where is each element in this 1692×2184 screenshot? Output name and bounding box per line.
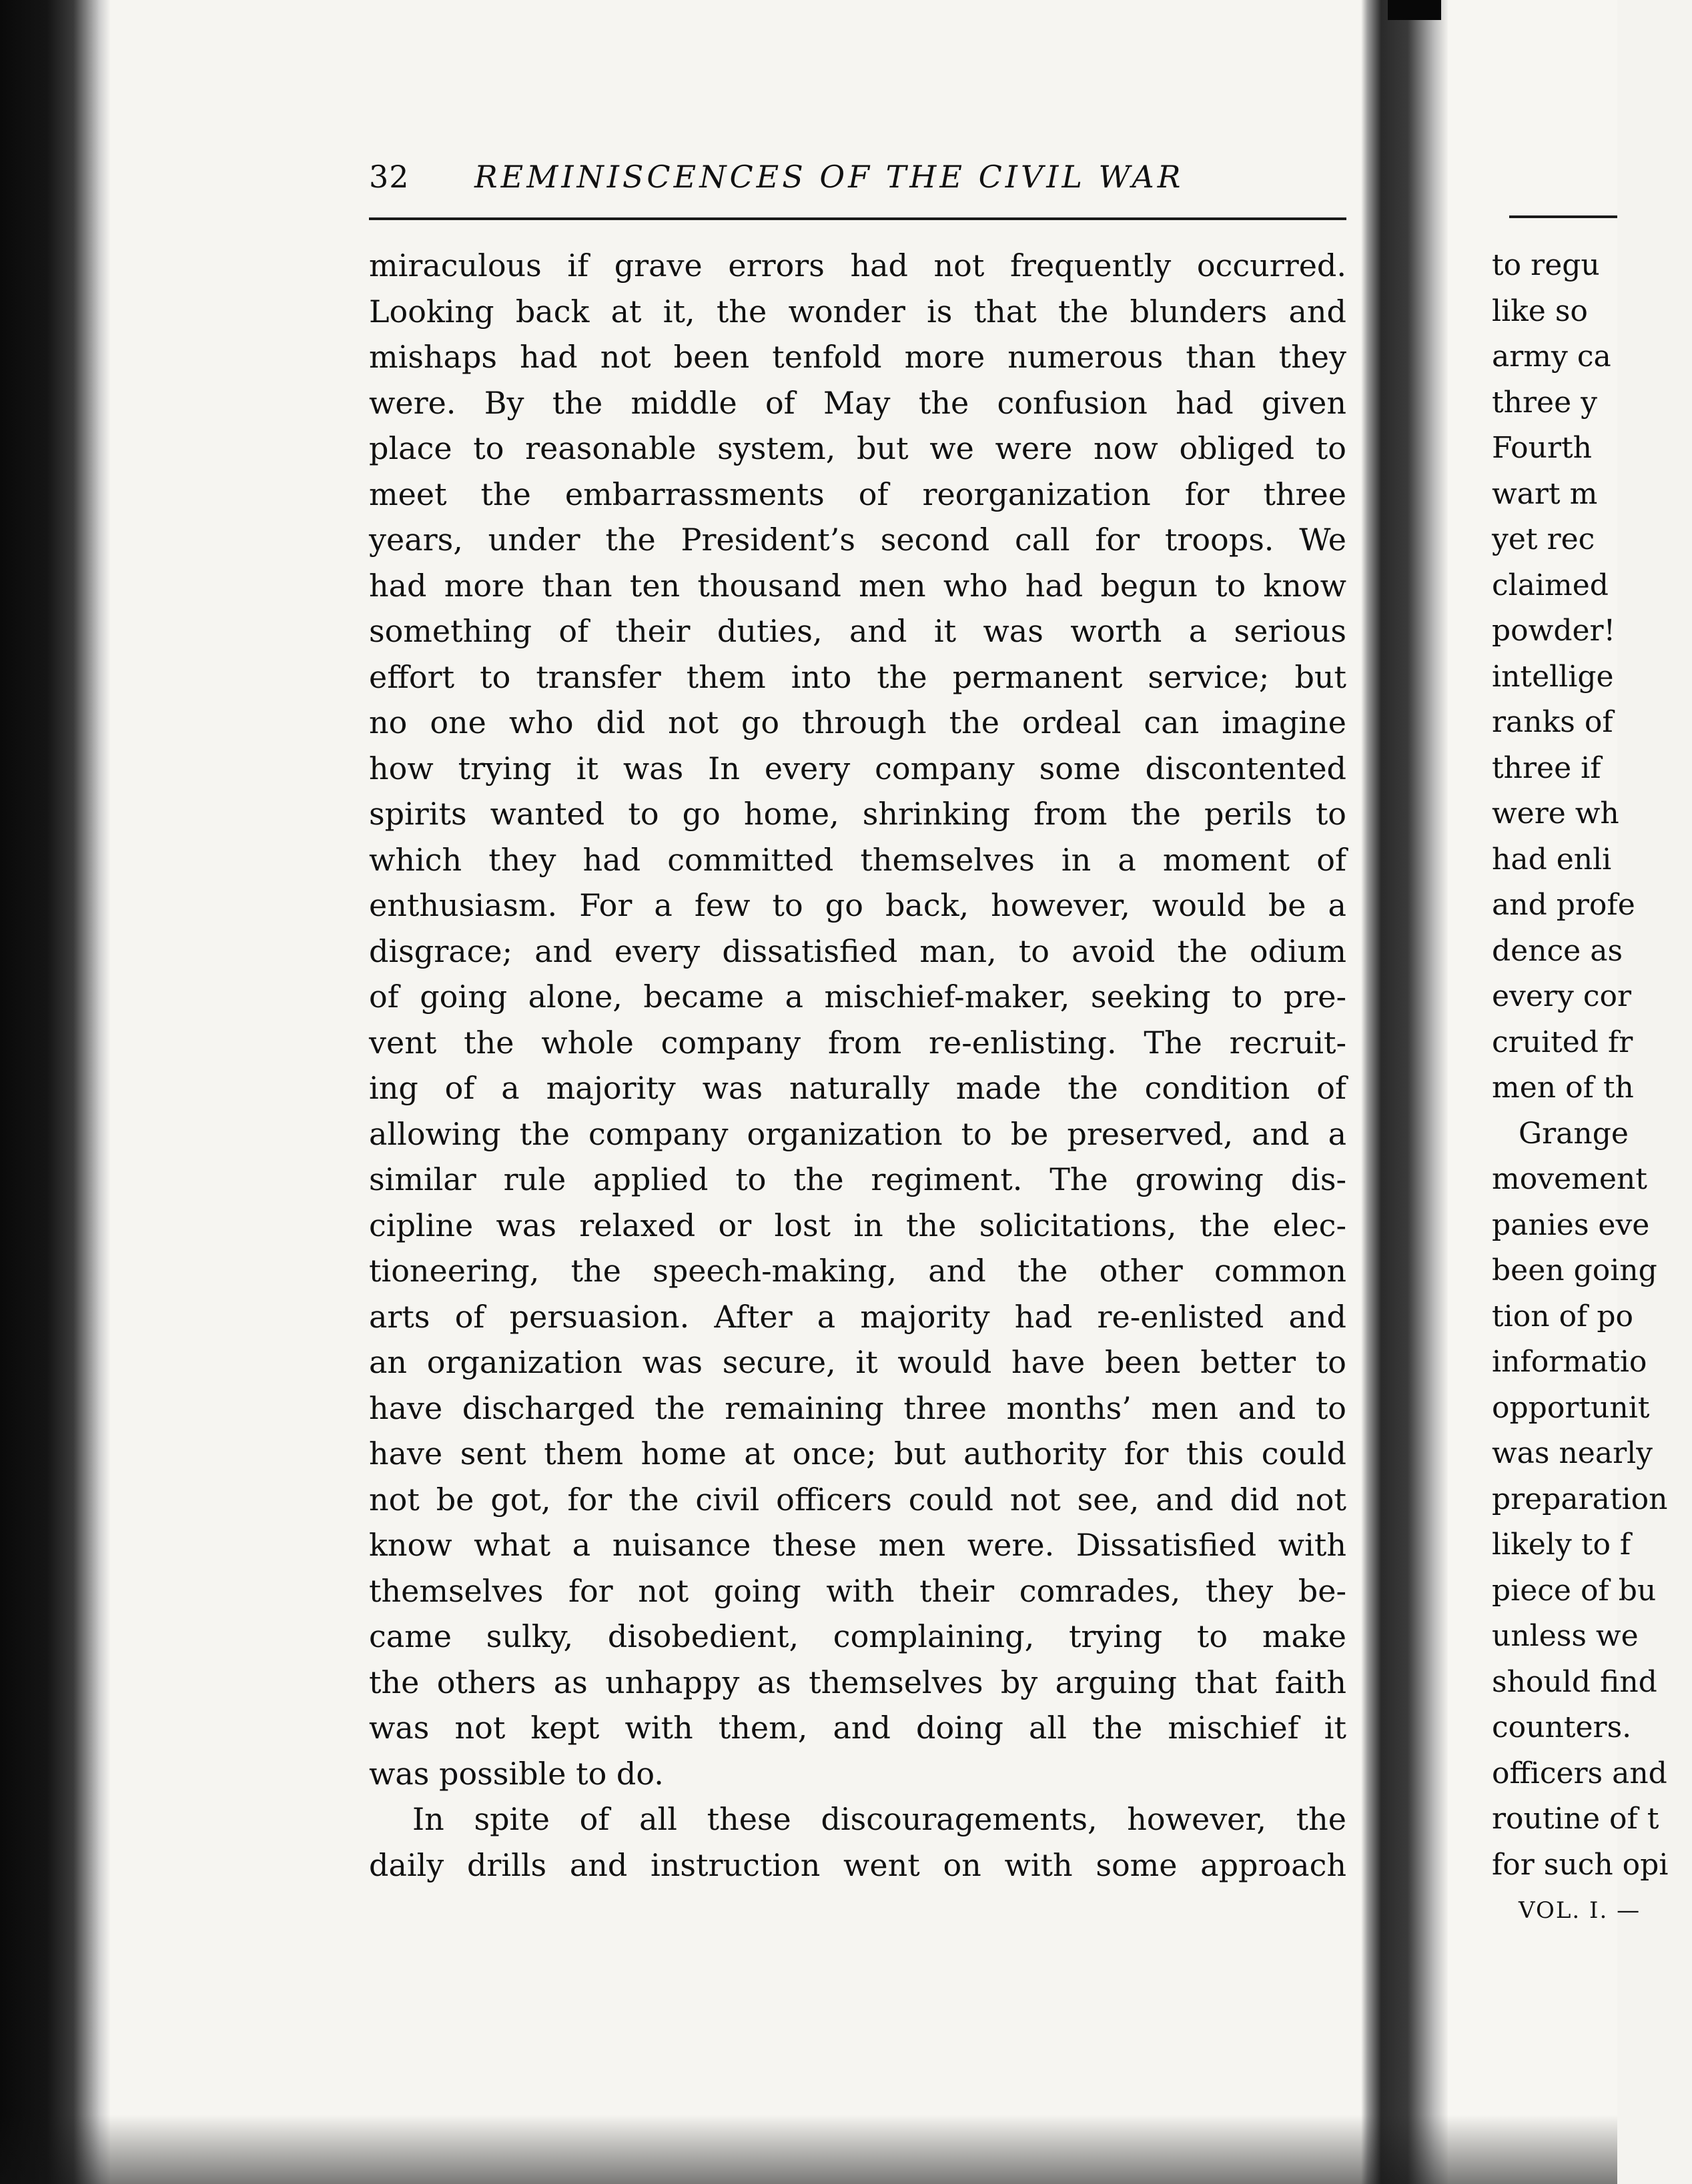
paragraph-start-line: In spite of all these discouragements, however, the — [412, 1801, 1346, 1837]
text-line: cipline was relaxed or lost in the solicitations, the elec- — [369, 1207, 1346, 1243]
text-line: which they had committed themselves in a moment of — [369, 841, 1346, 878]
right-text-line: piece of bu — [1492, 1573, 1657, 1608]
right-text-line: ranks of — [1492, 705, 1613, 739]
text-line: know what a nuisance these men were. Dissatisfied with — [369, 1527, 1346, 1563]
right-text-line: wart m — [1492, 476, 1598, 511]
right-text-line: movement — [1492, 1162, 1647, 1196]
text-line: not be got, for the civil officers could not see, and did not — [369, 1481, 1346, 1518]
right-text-line: panies eve — [1492, 1207, 1650, 1242]
right-text-line: men of th — [1492, 1071, 1634, 1105]
right-text-line: claimed — [1492, 568, 1609, 602]
book-gutter — [1361, 0, 1448, 2184]
right-text-line: army ca — [1492, 340, 1611, 374]
text-line: came sulky, disobedient, complaining, trying to make — [369, 1618, 1346, 1654]
text-line: no one who did not go through the ordeal can imagine — [369, 704, 1346, 740]
right-text-line: unless we — [1492, 1619, 1639, 1653]
text-line: place to reasonable system, but we were now obliged to — [369, 430, 1346, 466]
right-text-line: yet rec — [1492, 522, 1595, 556]
text-line: similar rule applied to the regiment. The growing dis- — [369, 1161, 1346, 1197]
right-text-line: been going — [1492, 1253, 1657, 1287]
text-line: ing of a majority was naturally made the condition of — [369, 1070, 1346, 1106]
right-text-line: powder! — [1492, 614, 1616, 648]
text-line: daily drills and instruction went on with some approach — [369, 1846, 1346, 1883]
text-line: arts of persuasion. After a majority had re-enlisted and — [369, 1298, 1346, 1335]
text-line: themselves for not going with their comrades, they be- — [369, 1572, 1346, 1609]
text-line: mishaps had not been tenfold more numerous than they — [369, 339, 1346, 375]
scan-edge-bottom — [0, 2115, 1617, 2184]
text-line: disgrace; and every dissatisfied man, to avoid the odium — [369, 933, 1346, 969]
right-text-line: cruited fr — [1492, 1025, 1633, 1059]
text-line: have sent them home at once; but authority for this could — [369, 1436, 1346, 1472]
right-text-line: and profe — [1492, 888, 1635, 922]
text-line: miraculous if grave errors had not frequently occurred. — [369, 247, 1346, 284]
right-text-line: three y — [1492, 385, 1597, 420]
scan-edge-left — [0, 0, 110, 2184]
text-line: Looking back at it, the wonder is that the blunders and — [369, 293, 1346, 330]
right-text-line: preparation — [1492, 1482, 1668, 1516]
right-text-line: to regu — [1492, 248, 1600, 282]
text-line: vent the whole company from re-enlisting. The recruit- — [369, 1024, 1346, 1061]
right-text-line: like so — [1492, 294, 1588, 328]
text-line: enthusiasm. For a few to go back, however, would be a — [369, 887, 1346, 923]
right-page-text — [1492, 243, 1692, 1934]
text-line: allowing the company organization to be preserved, and a — [369, 1115, 1346, 1152]
right-text-line: informatio — [1492, 1345, 1647, 1379]
header-rule — [369, 217, 1346, 220]
right-text-line: counters. — [1492, 1710, 1632, 1744]
text-line: were. By the middle of May the confusion had given — [369, 384, 1346, 421]
right-text-line: opportunit — [1492, 1390, 1650, 1425]
text-line: meet the embarrassments of reorganization for three — [369, 476, 1346, 512]
running-title: REMINISCENCES OF THE CIVIL WAR — [474, 159, 1184, 195]
text-line: had more than ten thousand men who had begun to know — [369, 567, 1346, 604]
right-text-line: should find — [1492, 1664, 1657, 1699]
text-line: how trying it was In every company some discontented — [369, 750, 1346, 786]
right-text-line: Grange — [1519, 1116, 1629, 1151]
text-line: years, under the President’s second call for troops. We — [369, 522, 1346, 558]
right-text-line: likely to f — [1492, 1528, 1631, 1562]
right-text-line: routine of t — [1492, 1802, 1659, 1836]
text-line: was possible to do. — [369, 1755, 664, 1792]
right-page-footer: VOL. I. — — [1519, 1897, 1641, 1924]
right-text-line: had enli — [1492, 842, 1612, 877]
right-text-line: officers and — [1492, 1756, 1667, 1790]
right-text-line: dence as — [1492, 933, 1623, 968]
page-header — [369, 159, 1346, 205]
text-line: spirits wanted to go home, shrinking from the perils to — [369, 796, 1346, 832]
right-page-header-rule — [1509, 215, 1617, 218]
right-text-line: were wh — [1492, 796, 1619, 831]
right-text-line: three if — [1492, 750, 1601, 785]
text-line: effort to transfer them into the permanent service; but — [369, 658, 1346, 695]
text-line: something of their duties, and it was worth a serious — [369, 613, 1346, 649]
text-line: tioneering, the speech-making, and the other common — [369, 1253, 1346, 1289]
gutter-shadow — [1388, 0, 1441, 20]
page-number: 32 — [369, 159, 410, 195]
text-line: was not kept with them, and doing all the mischief it — [369, 1710, 1346, 1746]
right-text-line: intellige — [1492, 659, 1614, 694]
body-text — [369, 243, 1346, 1888]
text-line: an organization was secure, it would have been better to — [369, 1344, 1346, 1380]
text-line: the others as unhappy as themselves by arguing that faith — [369, 1664, 1346, 1700]
right-text-line: Fourth — [1492, 431, 1593, 465]
right-text-line: tion of po — [1492, 1299, 1633, 1333]
text-line: of going alone, became a mischief-maker, seeking to pre- — [369, 979, 1346, 1015]
right-text-line: for such opi — [1492, 1847, 1669, 1882]
text-line: have discharged the remaining three months’ men and to — [369, 1390, 1346, 1426]
right-text-line: was nearly — [1492, 1436, 1653, 1470]
right-text-line: every cor — [1492, 979, 1631, 1013]
